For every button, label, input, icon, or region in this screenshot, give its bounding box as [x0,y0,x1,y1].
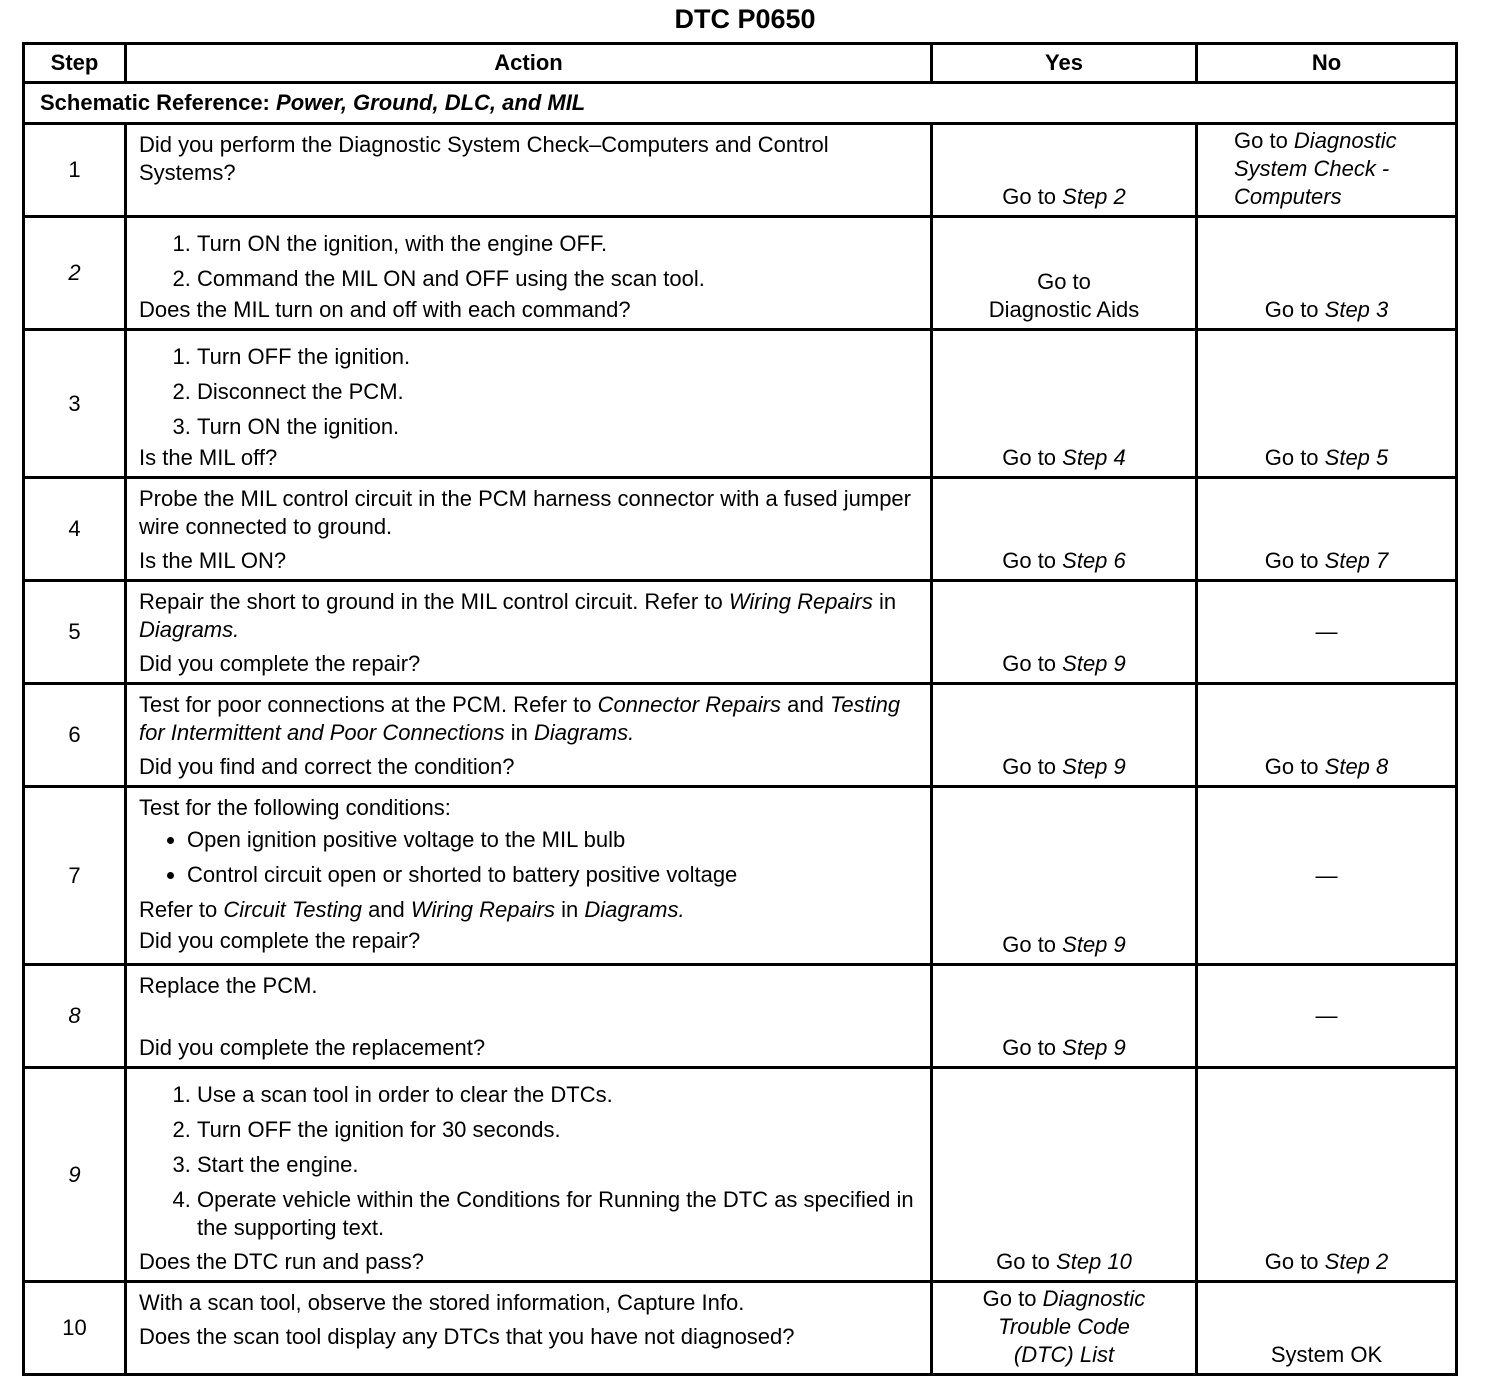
action-list [139,226,924,296]
no-cell [1197,581,1457,684]
no-dash: — [1315,1003,1338,1028]
yes-cell [932,787,1197,965]
yes-prefix: Go to [982,1286,1043,1311]
yes-cell [932,965,1197,1068]
step-number: 5 [24,581,126,684]
yes-prefix: Go to [996,1249,1057,1274]
no-cell [1197,124,1457,217]
action-question: Is the MIL ON? [139,548,287,573]
action-reference: Refer to Circuit Testing and Wiring Repairs in Diagrams. [139,897,685,922]
action-cell [126,965,932,1068]
action-question: Is the MIL off? [139,445,278,470]
no-cell [1197,965,1457,1068]
list-item: • Control circuit open or shorted to battery positive voltage [187,857,924,892]
no-cell [1197,330,1457,478]
yes-link[interactable]: Step 4 [1062,445,1126,470]
yes-prefix: Go to [1002,651,1063,676]
yes-cell [932,684,1197,787]
list-item: 1. Use a scan tool in order to clear the DTCs. [197,1077,924,1112]
step-number: 8 [24,965,126,1068]
action-text: Repair the short to ground in the MIL control circuit. Refer to Wiring Repairs in Diagrams. [139,589,897,642]
table-row [24,965,1457,1068]
schematic-label: Schematic Reference: [40,90,270,115]
no-dash: — [1315,862,1338,888]
table-row [24,124,1457,217]
no-link[interactable]: Step 2 [1324,1249,1389,1274]
action-cell [126,217,932,330]
header-row [24,44,1457,83]
step-number: 6 [24,684,126,787]
yes-link[interactable]: Step 2 [1062,184,1126,209]
yes-cell [932,124,1197,217]
action-cell [126,684,932,787]
yes-cell [932,581,1197,684]
list-item: 2. Command the MIL ON and OFF using the scan tool. [197,261,924,296]
no-cell [1197,684,1457,787]
no-cell [1197,787,1457,965]
table-row [24,581,1457,684]
action-text: Replace the PCM. [139,973,318,998]
yes-prefix: Go to [1002,184,1063,209]
no-cell [1197,1282,1457,1375]
action-question: Does the scan tool display any DTCs that you have not diagnosed? [139,1324,795,1349]
yes-cell [932,330,1197,478]
yes-prefix: Go to [1002,1035,1063,1060]
step-number: 10 [24,1282,126,1375]
step-number: 1 [24,124,126,217]
table-row [24,1068,1457,1282]
list-item: 2. Disconnect the PCM. [197,374,924,409]
list-item: • Open ignition positive voltage to the MIL bulb [187,822,924,857]
list-item: 1. Turn ON the ignition, with the engine OFF. [197,226,924,261]
action-text: Test for poor connections at the PCM. Refer to Connector Repairs and Testing for Intermittent and Poor Connections in Diagrams. [139,692,901,745]
action-question: Did you complete the replacement? [139,1035,486,1060]
table-row [24,217,1457,330]
yes-cell [932,478,1197,581]
yes-cell [932,1068,1197,1282]
yes-link[interactable]: Diagnostic Trouble Code (DTC) List [998,1286,1146,1367]
no-link[interactable]: Step 3 [1324,297,1389,322]
action-question: Did you find and correct the condition? [139,754,515,779]
yes-prefix: Go to [1002,445,1063,470]
no-link[interactable]: Step 8 [1324,754,1389,779]
yes-link[interactable]: Step 9 [1062,932,1126,957]
step-number: 2 [24,217,126,330]
schematic-row [24,83,1457,124]
no-cell [1197,217,1457,330]
no-cell [1197,478,1457,581]
action-question: Does the DTC run and pass? [139,1249,424,1274]
step-number: 4 [24,478,126,581]
action-text: With a scan tool, observe the stored information, Capture Info. [139,1290,745,1315]
no-prefix: Go to [1264,1249,1325,1274]
list-item: 3. Start the engine. [197,1147,924,1182]
action-header: Action [126,44,932,83]
schematic-value: Power, Ground, DLC, and MIL [276,90,586,115]
list-item: 1. Turn OFF the ignition. [197,339,924,374]
page-title: DTC P0650 [674,4,816,34]
table-row [24,478,1457,581]
no-prefix: Go to [1264,445,1325,470]
table-row [24,787,1457,965]
yes-link[interactable]: Step 9 [1062,1035,1126,1060]
yes-link[interactable]: Step 6 [1062,548,1126,573]
action-list [139,1077,924,1242]
no-text: System OK [1270,1342,1383,1367]
yes-prefix: Go to [1002,754,1063,779]
step-number: 3 [24,330,126,478]
action-text: Test for the following conditions: [139,795,451,820]
no-prefix: Go to [1234,128,1294,153]
yes-link[interactable]: Step 10 [1056,1249,1132,1274]
action-cell [126,330,932,478]
step-number: 9 [24,1068,126,1282]
yes-prefix: Go to [1002,932,1063,957]
action-cell [126,1282,932,1375]
action-cell [126,1068,932,1282]
yes-cell [932,1282,1197,1375]
action-question: Does the MIL turn on and off with each command? [139,297,631,322]
table-row [24,684,1457,787]
schematic-reference [24,83,1457,124]
no-prefix: Go to [1264,548,1325,573]
yes-link[interactable]: Step 9 [1062,651,1126,676]
action-list [139,339,924,444]
yes-header: Yes [932,44,1197,83]
action-question: Did you complete the repair? [139,651,421,676]
no-link[interactable]: Diagnostic System Check - Computers [1234,128,1397,209]
yes-text[interactable]: Go to Diagnostic Aids [988,269,1140,322]
no-header: No [1197,44,1457,83]
step-header: Step [24,44,126,83]
action-text: Probe the MIL control circuit in the PCM harness connector with a fused jumper wire connected to ground. [139,486,911,539]
action-cell [126,478,932,581]
yes-link[interactable]: Step 9 [1062,754,1126,779]
no-prefix: Go to [1264,754,1325,779]
table-row [24,330,1457,478]
table-row [24,1282,1457,1375]
no-cell [1197,1068,1457,1282]
no-dash: — [1315,619,1338,644]
action-question: Did you complete the repair? [139,928,421,953]
action-text: Did you perform the Diagnostic System Check–Computers and Control Systems? [139,132,829,185]
no-link[interactable]: Step 5 [1324,445,1389,470]
list-item: 3. Turn ON the ignition. [197,409,924,444]
no-link[interactable]: Step 7 [1324,548,1389,573]
list-item: 4. Operate vehicle within the Conditions for Running the DTC as specified in the supporting text. [197,1182,924,1242]
action-cell [126,581,932,684]
action-cell [126,787,932,965]
action-cell [126,124,932,217]
yes-cell [932,217,1197,330]
diagnostic-table [22,42,1458,1376]
no-prefix: Go to [1264,297,1325,322]
condition-list [139,822,924,892]
list-item: 2. Turn OFF the ignition for 30 seconds. [197,1112,924,1147]
yes-prefix: Go to [1002,548,1063,573]
step-number: 7 [24,787,126,965]
